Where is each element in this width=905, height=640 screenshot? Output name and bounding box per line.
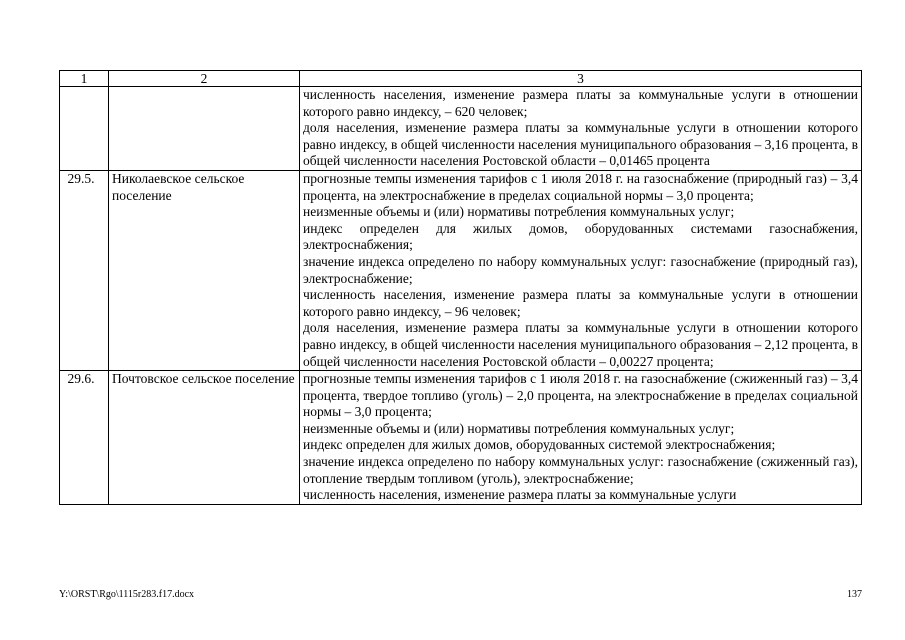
municipality-name: Почтовское сельское поселение: [109, 371, 300, 505]
paragraph: прогнозные темпы изменения тарифов с 1 июля 2018 г. на газоснабжение (сжиженный газ) – 3,4 процента, твердое топливо (уголь) – 2,0 процента, на электроснабжение в пределах социальной нормы – 3,0 процента;: [303, 371, 858, 420]
paragraph: доля населения, изменение размера платы за коммунальные услуги в отношении которого равно индексу, в общей численности населения муниципального образования – 3,16 процента, в общей численности населения Ростовской области – 0,01465 процента: [303, 120, 858, 169]
paragraph: неизменные объемы и (или) нормативы потребления коммунальных услуг;: [303, 420, 735, 436]
row-description: [300, 371, 862, 505]
table-header-row: [60, 71, 862, 87]
paragraph: значение индекса определено по набору коммунальных услуг: газоснабжение (сжиженный газ), отопление твердым топливом (уголь), электроснабжение;: [303, 454, 858, 486]
municipality-name: [109, 87, 300, 171]
table-row: [60, 371, 862, 505]
paragraph: численность населения, изменение размера платы за коммунальные услуги в отношении которого равно индексу, – 96 человек;: [303, 287, 858, 319]
municipality-name: Николаевское сельское поселение: [109, 170, 300, 370]
paragraph: значение индекса определено по набору коммунальных услуг: газоснабжение (природный газ), электроснабжение;: [303, 253, 858, 286]
row-description: [300, 170, 862, 370]
table-row: [60, 87, 862, 171]
paragraph: численность населения, изменение размера платы за коммунальные услуги: [303, 487, 737, 503]
row-number: 29.5.: [60, 170, 109, 370]
header-col-3: 3: [300, 71, 862, 87]
table-row: [60, 170, 862, 370]
row-number: [60, 87, 109, 171]
paragraph: доля населения, изменение размера платы за коммунальные услуги в отношении которого равно индексу, в общей численности населения муниципального образования – 2,12 процента, в общей численности населения Ростовской области – 0,00227 процента;: [303, 320, 858, 369]
paragraph: индекс определен для жилых домов, оборудованных системами газоснабжения, электроснабжения;: [303, 220, 858, 253]
header-col-1: 1: [60, 71, 109, 87]
paragraph: численность населения, изменение размера платы за коммунальные услуги в отношении которого равно индексу, – 620 человек;: [303, 87, 858, 119]
paragraph: прогнозные темпы изменения тарифов с 1 июля 2018 г. на газоснабжение (природный газ) – 3,4 процента, на электроснабжение в пределах социальной нормы – 3,0 процента;: [303, 170, 858, 203]
paragraph: неизменные объемы и (или) нормативы потребления коммунальных услуг;: [303, 204, 735, 220]
file-path-footer: Y:\ORST\Rgo\1115r283.f17.docx: [59, 589, 195, 600]
row-description: [300, 87, 862, 171]
row-number: 29.6.: [60, 371, 109, 505]
paragraph: индекс определен для жилых домов, оборудованных системой электроснабжения;: [303, 437, 776, 453]
tariff-index-table: [59, 70, 862, 505]
header-col-2: 2: [109, 71, 300, 87]
page-number: 137: [847, 589, 862, 600]
